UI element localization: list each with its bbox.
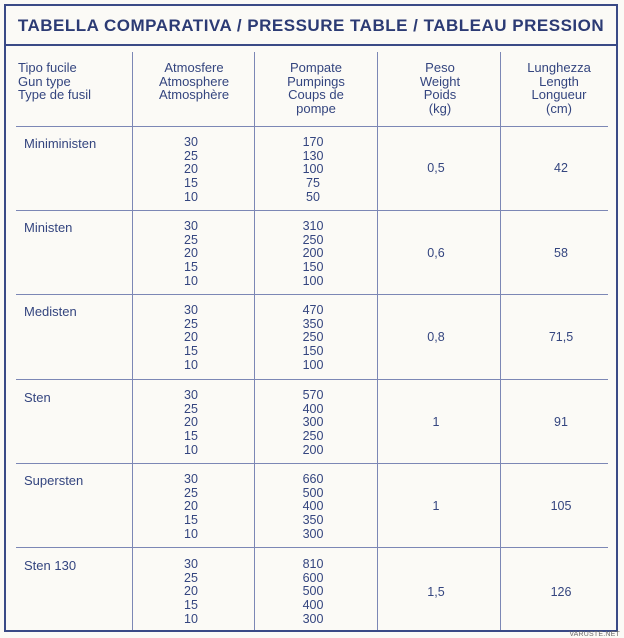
- pump-value: 500: [302, 485, 324, 500]
- atm-value: 15: [184, 344, 198, 359]
- atm-value: 30: [184, 219, 198, 233]
- pump-value: 300: [302, 415, 324, 430]
- atm-value: 10: [184, 526, 198, 541]
- pump-value: 400: [302, 401, 324, 416]
- pump-value: 250: [302, 330, 324, 345]
- row-divider: [16, 463, 608, 464]
- gun-name: Sten 130: [24, 558, 77, 573]
- atmosphere-values: [176, 220, 206, 289]
- pump-value: 660: [302, 472, 324, 486]
- pump-value: 50: [306, 189, 320, 204]
- atmosphere-values: [176, 304, 206, 373]
- header-pumpings-it: Pompate: [289, 60, 343, 75]
- pump-value: 500: [302, 584, 324, 599]
- atm-value: 20: [184, 330, 198, 345]
- header-length-it: Lunghezza: [527, 60, 591, 75]
- header-atmosphere-fr: Atmosphère: [158, 87, 230, 102]
- pump-value: 100: [302, 162, 324, 177]
- pump-values: [296, 473, 330, 542]
- pump-value: 100: [302, 357, 324, 372]
- atm-value: 10: [184, 442, 198, 457]
- header-weight-unit: (kg): [428, 100, 452, 116]
- header-gun-type: [18, 61, 128, 102]
- atm-value: 10: [184, 189, 198, 204]
- header-weight-en: Weight: [419, 73, 461, 89]
- atm-value: 25: [184, 148, 198, 163]
- atm-value: 30: [184, 303, 198, 317]
- header-atmosphere-it: Atmosfere: [164, 60, 224, 75]
- atm-value: 30: [184, 472, 198, 486]
- header-pumpings: [256, 61, 376, 115]
- atm-value: 30: [184, 388, 198, 402]
- length-value: 91: [554, 415, 568, 429]
- length-value: 126: [550, 585, 572, 599]
- pump-value: 400: [302, 499, 324, 514]
- pump-value: 130: [302, 148, 324, 163]
- pump-values: [296, 558, 330, 627]
- header-weight-fr: Poids: [423, 87, 457, 102]
- header-length-en: Length: [539, 73, 579, 89]
- header-length: [502, 61, 616, 115]
- length-value: 58: [554, 246, 568, 260]
- pump-value: 600: [302, 570, 324, 585]
- pump-value: 200: [302, 442, 324, 457]
- pump-value: 250: [302, 232, 324, 247]
- pump-values: [296, 136, 330, 205]
- pump-value: 400: [302, 598, 324, 613]
- pump-value: 350: [302, 513, 324, 528]
- pump-value: 300: [302, 611, 324, 626]
- gun-name: Supersten: [24, 473, 84, 488]
- pump-value: 150: [302, 344, 324, 359]
- header-atmosphere-en: Atmosphere: [158, 73, 230, 89]
- row-divider: [16, 210, 608, 211]
- weight-value: 1,5: [427, 585, 445, 599]
- header-pumpings-fr: Coups de: [288, 87, 344, 102]
- atm-value: 20: [184, 499, 198, 514]
- pump-value: 100: [302, 273, 324, 288]
- atmosphere-values: [176, 558, 206, 627]
- table-title: TABELLA COMPARATIVA / PRESSURE TABLE / TABLEAU PRESSION: [6, 6, 616, 46]
- atm-value: 20: [184, 246, 198, 261]
- atm-value: 20: [184, 162, 198, 177]
- pump-value: 150: [302, 260, 324, 275]
- weight-value: 1: [432, 499, 440, 513]
- row-divider: [16, 294, 608, 295]
- atm-value: 10: [184, 611, 198, 626]
- gun-name: Ministen: [24, 220, 73, 235]
- atm-value: 15: [184, 176, 198, 191]
- atm-value: 10: [184, 357, 198, 372]
- atm-value: 20: [184, 584, 198, 599]
- gun-name: Miniministen: [24, 136, 97, 151]
- atm-value: 15: [184, 429, 198, 444]
- pump-value: 300: [302, 526, 324, 541]
- pump-value: 250: [302, 429, 324, 444]
- atm-value: 15: [184, 513, 198, 528]
- pump-value: 470: [302, 303, 324, 317]
- atm-value: 30: [184, 557, 198, 571]
- gun-name: Medisten: [24, 304, 77, 319]
- header-weight-it: Peso: [425, 60, 455, 75]
- weight-value: 1: [432, 415, 440, 429]
- atm-value: 25: [184, 570, 198, 585]
- pump-value: 570: [302, 388, 324, 402]
- column-divider: [132, 52, 133, 630]
- pump-value: 310: [302, 219, 324, 233]
- atm-value: 25: [184, 316, 198, 331]
- pump-values: [296, 304, 330, 373]
- pump-value: 170: [302, 135, 324, 149]
- pressure-table: [4, 4, 618, 632]
- length-value: 42: [554, 161, 568, 175]
- atm-value: 25: [184, 485, 198, 500]
- header-divider: [16, 126, 608, 127]
- header-length-fr: Longueur: [531, 87, 587, 102]
- pump-value: 75: [306, 176, 320, 191]
- column-divider: [254, 52, 255, 630]
- atm-value: 15: [184, 598, 198, 613]
- atmosphere-values: [176, 389, 206, 458]
- column-divider: [500, 52, 501, 630]
- atm-value: 30: [184, 135, 198, 149]
- pump-value: 350: [302, 316, 324, 331]
- pump-value: 200: [302, 246, 324, 261]
- atm-value: 25: [184, 401, 198, 416]
- atm-value: 20: [184, 415, 198, 430]
- header-gun-type-it: Tipo fucile: [18, 60, 77, 75]
- length-value: 71,5: [548, 330, 574, 344]
- header-pumpings-fr-2: pompe: [296, 100, 336, 116]
- column-divider: [377, 52, 378, 630]
- header-pumpings-en: Pumpings: [287, 73, 345, 89]
- header-weight: [380, 61, 500, 115]
- row-divider: [16, 379, 608, 380]
- atm-value: 10: [184, 273, 198, 288]
- gun-name: Sten: [24, 390, 51, 405]
- atm-value: 25: [184, 232, 198, 247]
- atmosphere-values: [176, 136, 206, 205]
- header-gun-type-fr: Type de fusil: [18, 87, 91, 102]
- weight-value: 0,5: [427, 161, 445, 175]
- header-gun-type-en: Gun type: [18, 73, 71, 89]
- pump-values: [296, 389, 330, 458]
- watermark: VARUSTE.NET: [569, 631, 620, 638]
- length-value: 105: [550, 499, 572, 513]
- pump-values: [296, 220, 330, 289]
- atm-value: 15: [184, 260, 198, 275]
- row-divider: [16, 547, 608, 548]
- atmosphere-values: [176, 473, 206, 542]
- header-atmosphere: [134, 61, 254, 102]
- weight-value: 0,6: [427, 246, 445, 260]
- header-length-unit: (cm): [546, 100, 572, 116]
- pump-value: 810: [302, 557, 324, 571]
- weight-value: 0,8: [427, 330, 445, 344]
